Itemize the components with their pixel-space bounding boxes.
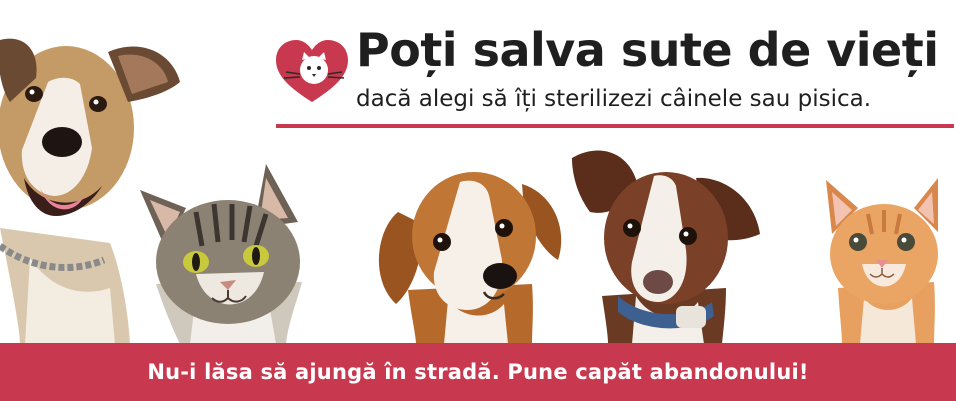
banner-title: Poți salva sute de vieți: [356, 23, 939, 77]
heart-cat-logo-icon: [272, 36, 352, 108]
slogan-text: Nu-i lăsa să ajungă în stradă. Pune capăt abandonului!: [147, 360, 809, 384]
slogan-bar: [0, 343, 956, 401]
collie-puppy-photo: [572, 146, 762, 344]
tabby-cat-photo: [136, 164, 320, 344]
banner-subtitle: dacă alegi să îți sterilizezi câinele sau pisica.: [356, 86, 872, 112]
beagle-puppy-photo: [372, 160, 566, 344]
header-divider: [276, 124, 954, 128]
ginger-kitten-photo: [818, 178, 948, 344]
